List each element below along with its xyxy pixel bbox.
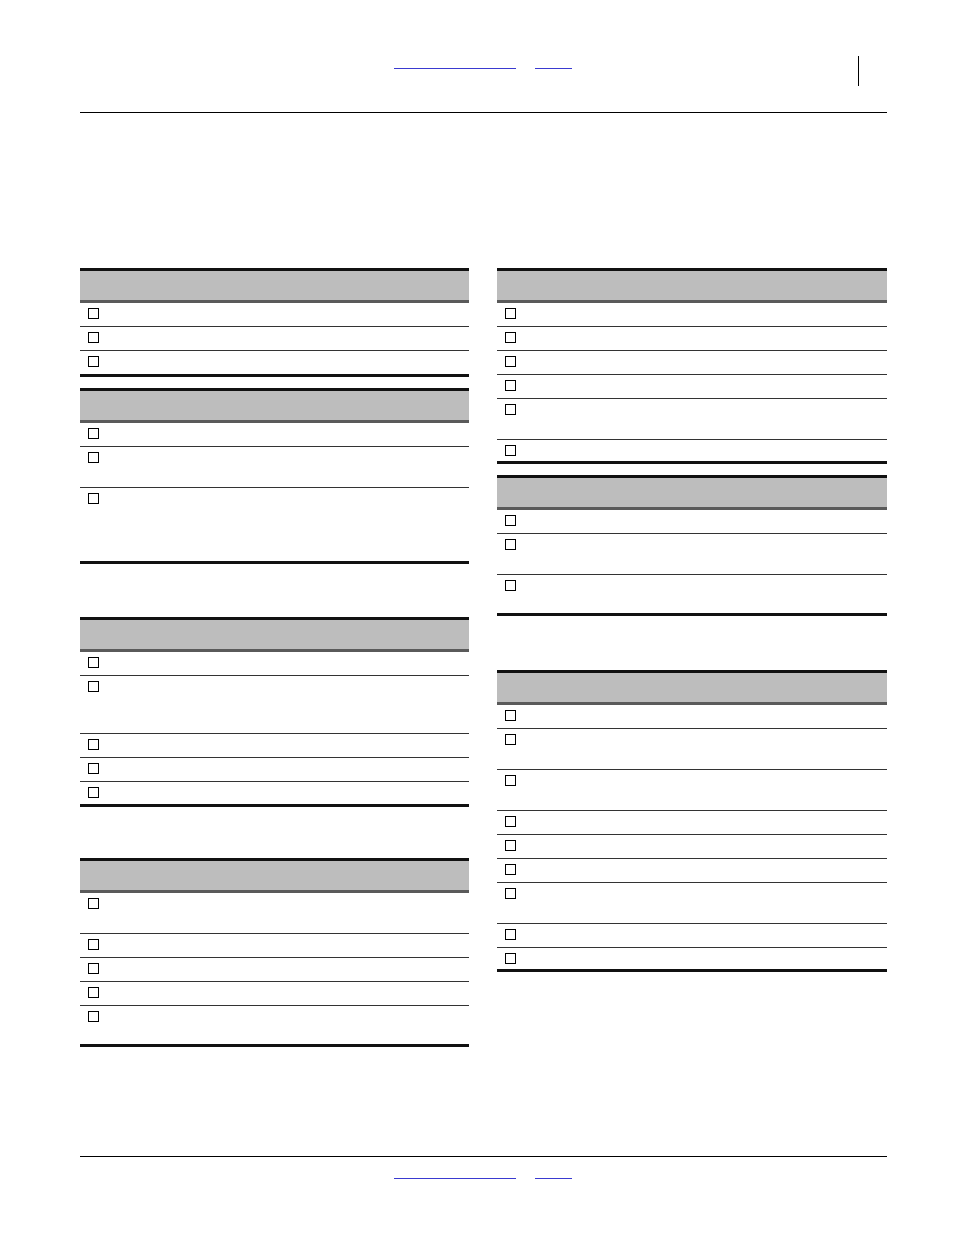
footer-rule — [80, 1156, 887, 1157]
checkbox-icon[interactable] — [505, 775, 516, 786]
checklist-row — [80, 1006, 469, 1044]
checklist-row — [80, 734, 469, 758]
checkbox-icon[interactable] — [88, 428, 99, 439]
checklist-row — [80, 423, 469, 447]
checklist-table-left-4 — [80, 858, 469, 1047]
checklist-table-header — [497, 478, 887, 510]
checklist-row — [497, 440, 887, 461]
checkbox-icon[interactable] — [88, 356, 99, 367]
checkbox-icon[interactable] — [505, 734, 516, 745]
checklist-row — [497, 859, 887, 883]
checkbox-icon[interactable] — [88, 681, 99, 692]
checklist-table-header — [80, 861, 469, 893]
checklist-row — [497, 835, 887, 859]
checkbox-icon[interactable] — [88, 1011, 99, 1022]
checkbox-icon[interactable] — [505, 404, 516, 415]
checklist-table-header — [80, 391, 469, 423]
checklist-table-left-2 — [80, 388, 469, 564]
checklist-row — [80, 782, 469, 804]
checklist-table-header — [80, 271, 469, 303]
checkbox-icon[interactable] — [505, 445, 516, 456]
checkbox-icon[interactable] — [505, 380, 516, 391]
checklist-row — [80, 676, 469, 734]
checklist-table-left-3 — [80, 617, 469, 807]
checklist-row — [497, 534, 887, 575]
checkbox-icon[interactable] — [505, 332, 516, 343]
checkbox-icon[interactable] — [88, 332, 99, 343]
footer-link-secondary[interactable] — [535, 1164, 572, 1179]
checklist-row — [497, 811, 887, 835]
checklist-row — [497, 327, 887, 351]
checkbox-icon[interactable] — [505, 888, 516, 899]
checkbox-icon[interactable] — [88, 898, 99, 909]
checkbox-icon[interactable] — [88, 987, 99, 998]
checklist-row — [80, 758, 469, 782]
checkbox-icon[interactable] — [505, 308, 516, 319]
checklist-table-header — [497, 271, 887, 303]
checklist-row — [80, 303, 469, 327]
checklist-table-right-1 — [497, 268, 887, 464]
checkbox-icon[interactable] — [88, 657, 99, 668]
checklist-row — [80, 934, 469, 958]
checkbox-icon[interactable] — [505, 356, 516, 367]
checklist-row — [497, 883, 887, 924]
checklist-row — [497, 705, 887, 729]
checkbox-icon[interactable] — [88, 787, 99, 798]
checklist-row — [497, 729, 887, 770]
checkbox-icon[interactable] — [505, 539, 516, 550]
checkbox-icon[interactable] — [88, 739, 99, 750]
checklist-row — [497, 770, 887, 811]
checkbox-icon[interactable] — [88, 939, 99, 950]
checkbox-icon[interactable] — [88, 963, 99, 974]
checklist-row — [80, 652, 469, 676]
checklist-table-header — [497, 673, 887, 705]
checkbox-icon[interactable] — [88, 763, 99, 774]
checklist-row — [80, 447, 469, 488]
checklist-row — [497, 375, 887, 399]
checklist-table-left-1 — [80, 268, 469, 377]
checklist-table-right-2 — [497, 475, 887, 616]
checkbox-icon[interactable] — [505, 929, 516, 940]
checklist-row — [497, 924, 887, 948]
checklist-row — [80, 893, 469, 934]
change-bar — [858, 56, 859, 86]
checkbox-icon[interactable] — [88, 308, 99, 319]
checkbox-icon[interactable] — [505, 816, 516, 827]
checklist-table-header — [80, 620, 469, 652]
header-link-secondary[interactable] — [535, 54, 572, 69]
checklist-row — [497, 399, 887, 440]
checklist-row — [497, 948, 887, 969]
header-rule — [80, 112, 887, 113]
header-link-primary[interactable] — [394, 54, 516, 69]
checklist-row — [497, 510, 887, 534]
checkbox-icon[interactable] — [505, 953, 516, 964]
checklist-row — [80, 958, 469, 982]
checklist-row — [497, 575, 887, 613]
checklist-row — [80, 488, 469, 561]
checklist-row — [80, 982, 469, 1006]
checkbox-icon[interactable] — [505, 864, 516, 875]
checklist-row — [80, 351, 469, 374]
footer-link-primary[interactable] — [394, 1164, 516, 1179]
checkbox-icon[interactable] — [88, 493, 99, 504]
checkbox-icon[interactable] — [505, 515, 516, 526]
checklist-row — [497, 351, 887, 375]
checkbox-icon[interactable] — [505, 580, 516, 591]
checklist-table-right-3 — [497, 670, 887, 972]
checkbox-icon[interactable] — [505, 710, 516, 721]
checkbox-icon[interactable] — [88, 452, 99, 463]
checkbox-icon[interactable] — [505, 840, 516, 851]
checklist-row — [497, 303, 887, 327]
checklist-row — [80, 327, 469, 351]
